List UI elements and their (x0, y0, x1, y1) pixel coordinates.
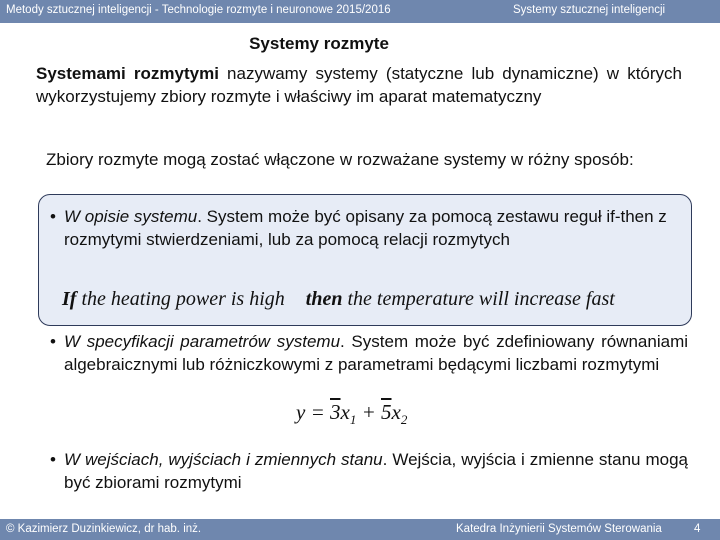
fuzzy-equation (296, 400, 407, 428)
fuzzy-coefficient-2: 5 (381, 400, 392, 424)
bullet-icon: • (50, 450, 56, 469)
bullet-heading: W opisie systemu (64, 207, 198, 226)
equation-sub-2: 2 (400, 412, 408, 428)
bullet-text: . System może być zdefiniowany równaniami algebraicznymi lub różniczkowymi z parametrami będącymi liczbami rozmytymi (64, 332, 689, 374)
page-number: 4 (694, 523, 701, 535)
fuzzy-coefficient-1: 3 (330, 400, 341, 424)
fuzzy-rule-example (62, 288, 615, 311)
bullet-heading: W specyfikacji parametrów systemu (64, 332, 341, 351)
bullet-text: . Wejścia, wyjścia i zmienne stanu mogą być zbiorami rozmytymi (64, 450, 688, 492)
rule-if-keyword: If (62, 288, 77, 310)
footer-bar (0, 519, 720, 540)
rule-consequent: the temperature will increase fast (347, 288, 615, 310)
bullet-icon: • (50, 207, 56, 226)
equation-var-1: x (340, 400, 350, 424)
bullet-text: . System może być opisany za pomocą zestawu reguł if-then z rozmytymi stwierdzeniami, lub za pomocą relacji rozmytych (64, 207, 667, 249)
equation-lhs: y (296, 400, 306, 424)
lead-paragraph: Zbiory rozmyte mogą zostać włączone w rozważane systemy w różny sposób: (46, 150, 634, 169)
bullet-heading: W wejściach, wyjściach i zmiennych stanu (64, 450, 383, 469)
rule-antecedent: the heating power is high (81, 288, 285, 310)
bullet-item (50, 205, 690, 251)
bullet-item (50, 330, 688, 376)
slide-title: Systemy rozmyte (249, 34, 389, 53)
header-bar (0, 0, 720, 23)
equation-var-2: x (391, 400, 401, 424)
equation-equals: = (305, 400, 330, 424)
intro-paragraph (36, 62, 682, 108)
intro-text: nazywamy systemy (statyczne lub dynamiczne) w których wykorzystujemy zbiory rozmyte i właściwy im aparat matematyczny (36, 64, 682, 106)
bullet-item (50, 448, 688, 494)
bullet-icon: • (50, 332, 56, 351)
footer-department: Katedra Inżynierii Systemów Sterowania (456, 523, 662, 535)
header-subject: Systemy sztucznej inteligencji (513, 4, 666, 16)
equation-plus: + (356, 400, 381, 424)
rule-then-keyword: then (305, 288, 343, 310)
footer-author: © Kazimierz Duzinkiewicz, dr hab. inż. (6, 523, 202, 535)
equation-sub-1: 1 (349, 412, 357, 428)
header-course-title: Metody sztucznej inteligencji - Technologie rozmyte i neuronowe 2015/2016 (6, 4, 391, 16)
intro-bold-term: Systemami rozmytymi (36, 64, 219, 83)
